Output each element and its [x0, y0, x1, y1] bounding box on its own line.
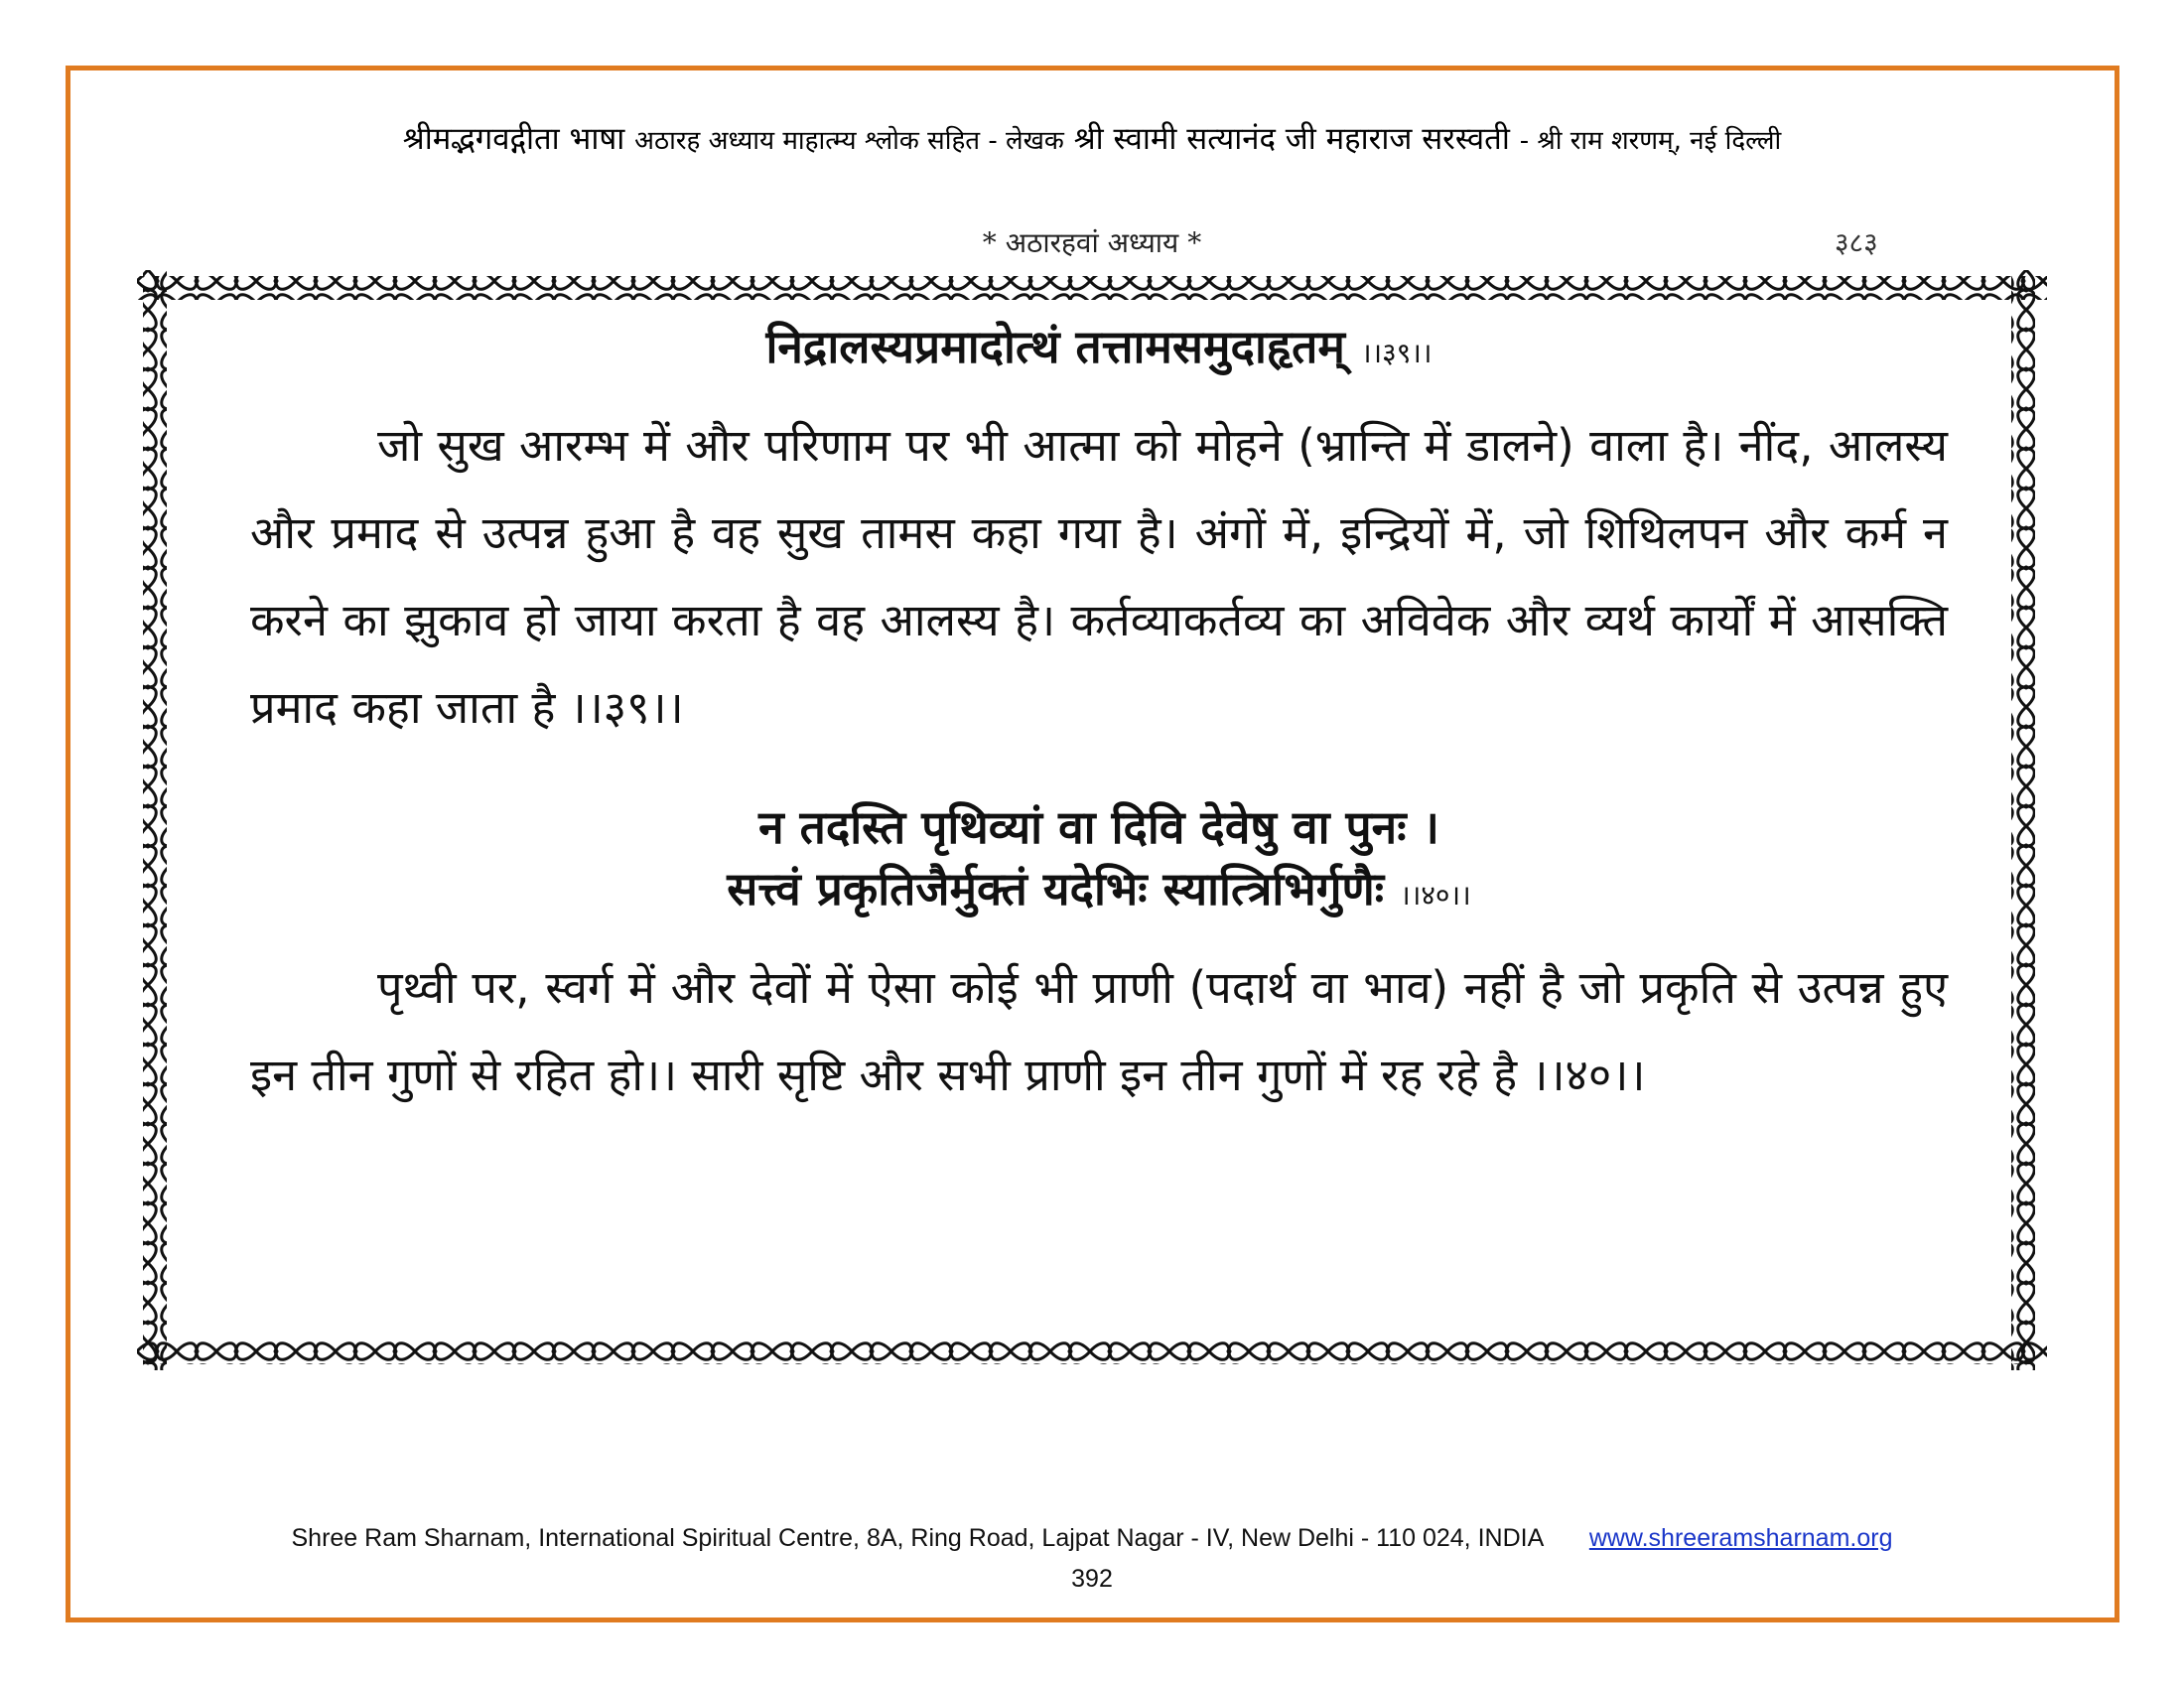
scanned-content — [250, 316, 1948, 1164]
header-title-main: श्रीमद्भगवद्गीता भाषा — [402, 121, 625, 157]
header-author: श्री स्वामी सत्यानंद जी महाराज सरस्वती — [1073, 121, 1510, 157]
footer-address: Shree Ram Sharnam, International Spiritual Centre, 8A, Ring Road, Lajpat Nagar - IV, New Delhi - 110 024, INDIA — [291, 1524, 1543, 1552]
verse-40-line-2 — [250, 858, 1948, 926]
header-title-subtitle: अठारह अध्याय माहात्म्य श्लोक सहित - लेखक — [634, 126, 1064, 156]
verse-39-number: ।।३९।। — [1360, 337, 1433, 369]
chapter-heading: * अठारहवां अध्याय * — [982, 226, 1202, 259]
header-place: - श्री राम शरणम्, नई दिल्ली — [1519, 126, 1782, 156]
verse-39-text: निद्रालस्यप्रमादोत्थं तत्तामसमुदाहृतम् — [765, 320, 1345, 373]
verse-40-number: ।।४०।। — [1400, 879, 1471, 912]
footer-website-link[interactable]: www.shreeramsharnam.org — [1588, 1524, 1893, 1552]
document-header — [0, 117, 2184, 159]
verse-40-line-2-text: सत्त्वं प्रकृतिजैर्मुक्तं यदेभिः स्यात्त्रिभिर्गुणैः — [727, 862, 1385, 915]
footer — [0, 1524, 2184, 1553]
page-number: 392 — [1071, 1565, 1113, 1593]
verse-39-translation: जो सुख आरम्भ में और परिणाम पर भी आत्मा को मोहने (भ्रान्ति में डालने) वाला है। नींद, आलस्य और प्रमाद से उत्पन्न हुआ है वह सुख तामस कहा गया है। अंगों में, इन्द्रियों में, जो शिथिलपन और कर्म न करने का झुकाव हो जाया करता है वह आलस्य है। कर्तव्याकर्तव्य का अविवेक और व्यर्थ कार्यों में आसक्ति प्रमाद कहा जाता है ।।३९।। — [250, 419, 1948, 734]
verse-40-line-1: न तदस्ति पृथिव्यां वा दिवि देवेषु वा पुनः । — [758, 800, 1439, 854]
verse-39 — [250, 316, 1948, 384]
scan-page-number: ३८३ — [1835, 226, 1878, 259]
verse-40-translation: पृथ्वी पर, स्वर्ग में और देवों में ऐसा कोई भी प्राणी (पदार्थ वा भाव) नहीं है जो प्रकृति से उत्पन्न हुए इन तीन गुणों से रहित हो।। सारी सृष्टि और सभी प्राणी इन तीन गुणों में रह रहे है ।।४०।। — [250, 961, 1948, 1101]
verse-40 — [250, 796, 1948, 926]
